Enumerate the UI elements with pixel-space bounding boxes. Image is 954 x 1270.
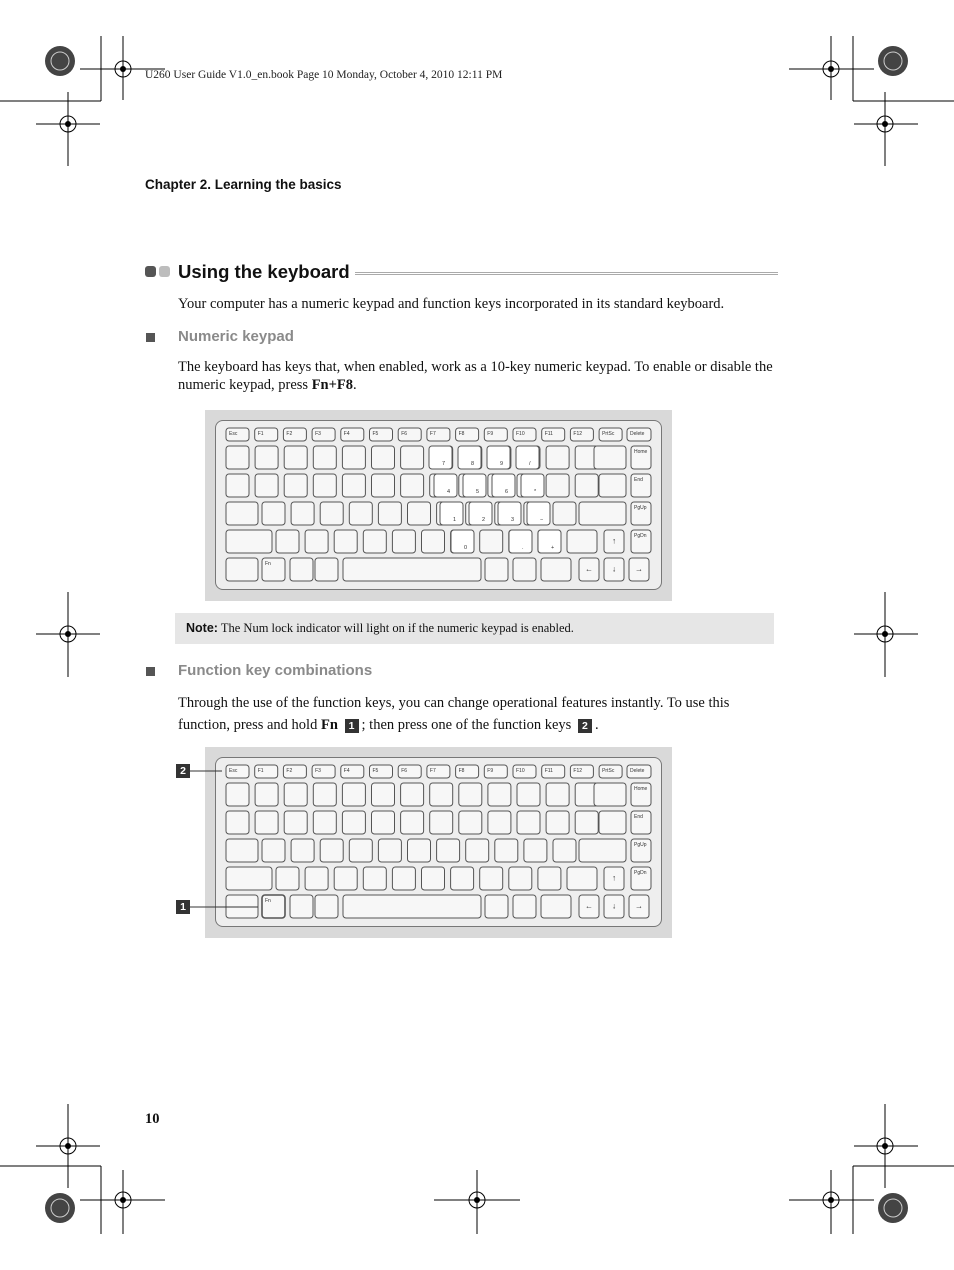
keyboard-key <box>392 530 415 553</box>
keyboard-key <box>315 558 338 581</box>
keyboard-key <box>487 446 510 469</box>
keyboard-key-label: F10 <box>516 431 525 437</box>
keyboard-key <box>320 502 343 525</box>
keyboard-key-label: F10 <box>516 768 525 774</box>
function-keys-heading: Function key combinations <box>178 662 373 679</box>
keyboard-key <box>276 867 299 890</box>
keyboard-key <box>509 867 532 890</box>
keyboard-key-label: F2 <box>286 768 293 774</box>
keyboard-key <box>255 811 278 834</box>
keyboard-key <box>495 839 518 862</box>
keyboard-key-label: PgUp <box>634 842 647 848</box>
keyboard-key-label: ↓ <box>612 901 616 911</box>
keyboard-key-label: End <box>634 477 643 483</box>
keyboard-key-label: F8 <box>458 768 465 774</box>
keyboard-key-label: PgDn <box>634 533 647 539</box>
keypad-number-label: . <box>522 545 524 551</box>
keyboard-key <box>342 783 365 806</box>
keyboard-key <box>466 839 489 862</box>
keyboard-key-label: F7 <box>429 768 436 774</box>
keyboard-key-label: Home <box>634 449 648 455</box>
callout-2-badge: 2 <box>578 719 592 733</box>
keyboard-key <box>320 839 343 862</box>
keyboard-keys-svg <box>205 747 672 938</box>
keyboard-key <box>480 530 503 553</box>
keyboard-key <box>567 530 597 553</box>
keyboard-key <box>363 867 386 890</box>
keyboard-key <box>458 446 481 469</box>
keypad-number-label: * <box>534 489 537 495</box>
keyboard-key <box>579 502 626 525</box>
function-keys-text-mid: ; then press one of the function keys <box>361 717 572 733</box>
keyboard-key-label: ← <box>585 901 593 911</box>
keyboard-key-label: F6 <box>401 768 408 774</box>
keyboard-key <box>524 839 547 862</box>
keyboard-key <box>567 867 597 890</box>
keyboard-keys-svg <box>205 410 672 601</box>
keyboard-key <box>575 474 598 497</box>
keyboard-key <box>255 474 278 497</box>
keyboard-key <box>451 530 474 553</box>
keyboard-key <box>372 446 395 469</box>
keyboard-key <box>546 783 569 806</box>
keyboard-key <box>262 502 285 525</box>
keypad-number-label: − <box>540 517 544 523</box>
function-keys-line1: Through the use of the function keys, you can change operational features instantly. To use this <box>178 695 730 711</box>
keyboard-key-label: Fn <box>265 898 271 904</box>
keyboard-key <box>378 502 401 525</box>
keyboard-key <box>422 530 445 553</box>
keyboard-key <box>459 811 482 834</box>
keypad-number-label: 5 <box>476 489 480 495</box>
keypad-number-label: 6 <box>505 489 509 495</box>
keyboard-key-label: F4 <box>343 768 350 774</box>
function-keys-body <box>178 692 729 736</box>
keyboard-key <box>463 474 486 497</box>
keyboard-key <box>315 895 338 918</box>
keyboard-key <box>579 839 626 862</box>
keyboard-key-label: F6 <box>401 431 408 437</box>
keyboard-key <box>255 446 278 469</box>
keyboard-key <box>422 867 445 890</box>
keyboard-key <box>284 474 307 497</box>
keyboard-key <box>401 474 424 497</box>
keyboard-key <box>513 558 536 581</box>
keyboard-key <box>521 474 544 497</box>
keyboard-key <box>488 783 511 806</box>
keyboard-key-label: F11 <box>544 431 553 437</box>
keyboard-key <box>553 502 576 525</box>
keypad-number-label: + <box>551 545 555 551</box>
keyboard-key <box>488 811 511 834</box>
keyboard-key-label: F3 <box>315 768 321 774</box>
callout-2-marker: 2 <box>176 764 190 778</box>
keyboard-key <box>313 474 336 497</box>
keyboard-key-label: Delete <box>630 431 645 437</box>
keyboard-key-label: Delete <box>630 768 645 774</box>
keyboard-key-label: F3 <box>315 431 321 437</box>
keyboard-key <box>599 811 626 834</box>
keyboard-key <box>434 474 457 497</box>
keyboard-key <box>594 783 626 806</box>
section-bullets-icon <box>145 266 173 284</box>
note-body: The Num lock indicator will light on if the numeric keypad is enabled. <box>220 621 574 635</box>
keyboard-key <box>599 474 626 497</box>
numeric-keypad-heading: Numeric keypad <box>178 328 294 345</box>
keyboard-key <box>392 867 415 890</box>
keypad-number-label: 9 <box>500 461 504 467</box>
callout-1-badge: 1 <box>345 719 359 733</box>
keyboard-key <box>372 474 395 497</box>
callout-1-marker: 1 <box>176 900 190 914</box>
keyboard-key-label: F1 <box>257 431 264 437</box>
keyboard-key <box>378 839 401 862</box>
keyboard-key-label: PgUp <box>634 505 647 511</box>
keyboard-key <box>343 895 481 918</box>
print-header-line: U260 User Guide V1.0_en.book Page 10 Monday, October 4, 2010 12:11 PM <box>145 69 503 81</box>
keyboard-key <box>459 783 482 806</box>
keyboard-key <box>492 474 515 497</box>
keyboard-key-label: F9 <box>487 768 494 774</box>
keyboard-key <box>342 811 365 834</box>
keyboard-key <box>313 811 336 834</box>
keypad-number-label: 1 <box>453 517 457 523</box>
keyboard-key-label: → <box>635 901 643 911</box>
keyboard-key <box>291 502 314 525</box>
keyboard-key <box>226 530 272 553</box>
keyboard-key <box>305 867 328 890</box>
keyboard-key <box>408 839 431 862</box>
keyboard-key-label: End <box>634 814 643 820</box>
keyboard-key <box>226 895 258 918</box>
keyboard-key-label: ↑ <box>612 536 616 546</box>
keyboard-key <box>226 502 258 525</box>
keyboard-key <box>485 558 508 581</box>
keyboard-key <box>546 446 569 469</box>
keyboard-key <box>485 895 508 918</box>
keyboard-key <box>262 839 285 862</box>
keyboard-key <box>440 502 463 525</box>
keyboard-key-label: Fn <box>265 561 271 567</box>
keyboard-key-label: ← <box>585 564 593 574</box>
keyboard-key <box>517 811 540 834</box>
keyboard-key <box>334 530 357 553</box>
keyboard-key-label: Esc <box>229 768 238 774</box>
keypad-number-label: / <box>529 461 531 467</box>
keyboard-key <box>284 783 307 806</box>
keyboard-key <box>546 474 569 497</box>
keyboard-key-label: ↓ <box>612 564 616 574</box>
numeric-keypad-period: . <box>352 377 357 393</box>
keyboard-key <box>313 446 336 469</box>
keyboard-key <box>363 530 386 553</box>
keyboard-key <box>284 811 307 834</box>
keyboard-key <box>594 446 626 469</box>
keypad-number-label: 4 <box>447 489 451 495</box>
keyboard-key <box>575 811 598 834</box>
keyboard-key <box>401 446 424 469</box>
keyboard-key-label: PrtSc <box>602 431 615 437</box>
keyboard-key-label: PgDn <box>634 870 647 876</box>
keyboard-key <box>538 530 561 553</box>
keyboard-key <box>226 839 258 862</box>
keyboard-key <box>513 895 536 918</box>
keyboard-key-label: F12 <box>573 768 583 774</box>
keyboard-key <box>430 811 453 834</box>
keyboard-key <box>343 558 481 581</box>
keyboard-key-label: F11 <box>544 768 553 774</box>
keyboard-key-label: F7 <box>429 431 436 437</box>
keyboard-key <box>342 446 365 469</box>
keyboard-key <box>517 783 540 806</box>
keyboard-key-label: Home <box>634 786 648 792</box>
page-number: 10 <box>145 1111 160 1127</box>
square-bullet-icon <box>146 667 155 676</box>
keyboard-key <box>291 839 314 862</box>
keyboard-key <box>226 446 249 469</box>
keyboard-key-label: F8 <box>458 431 465 437</box>
keyboard-key-label: F1 <box>257 768 264 774</box>
section-intro: Your computer has a numeric keypad and function keys incorporated in its standard keyboard. <box>178 296 725 312</box>
note-label: Note: <box>186 621 218 635</box>
keyboard-key <box>284 446 307 469</box>
keyboard-key-label: → <box>635 564 643 574</box>
keypad-number-label: 0 <box>464 545 468 551</box>
numeric-keypad-body <box>178 358 778 394</box>
keyboard-key <box>313 783 336 806</box>
keypad-number-label: 8 <box>471 461 475 467</box>
keyboard-key <box>480 867 503 890</box>
chapter-title: Chapter 2. Learning the basics <box>145 177 342 192</box>
keyboard-keypad-figure <box>205 410 672 601</box>
keyboard-key-label: F5 <box>372 768 379 774</box>
function-keys-text: function, press and hold <box>178 717 321 733</box>
function-keys-period: . <box>594 717 599 733</box>
keyboard-key <box>226 783 249 806</box>
keypad-number-label: 7 <box>442 461 446 467</box>
keyboard-key <box>498 502 521 525</box>
keyboard-key <box>290 558 313 581</box>
square-bullet-icon <box>146 333 155 342</box>
keyboard-key <box>541 895 571 918</box>
keyboard-key-label: PrtSc <box>602 768 615 774</box>
keyboard-key <box>429 446 452 469</box>
keyboard-key-label: F5 <box>372 431 379 437</box>
keyboard-key <box>372 811 395 834</box>
keyboard-key <box>276 530 299 553</box>
keyboard-key <box>226 867 272 890</box>
keyboard-key <box>546 811 569 834</box>
keyboard-key <box>349 502 372 525</box>
keyboard-key <box>226 474 249 497</box>
keyboard-key-label: Esc <box>229 431 238 437</box>
keyboard-key <box>553 839 576 862</box>
keyboard-key <box>401 811 424 834</box>
keyboard-key-label: ↑ <box>612 873 616 883</box>
keyboard-key <box>509 530 532 553</box>
keyboard-key <box>290 895 313 918</box>
keyboard-key <box>516 446 539 469</box>
keyboard-key <box>469 502 492 525</box>
section-rule <box>355 272 778 275</box>
fn-key-label: Fn <box>320 717 338 733</box>
keyboard-key <box>372 783 395 806</box>
keyboard-key <box>430 783 453 806</box>
keypad-number-label: 2 <box>482 517 486 523</box>
keyboard-key <box>349 839 372 862</box>
keypad-number-label: 3 <box>511 517 515 523</box>
keyboard-key <box>437 839 460 862</box>
numeric-keypad-text: The keyboard has keys that, when enabled, work as a 10-key numeric keypad. To enable or disable the numeric keypad, press <box>178 359 773 393</box>
keyboard-key-label: F2 <box>286 431 293 437</box>
keyboard-key-label: F9 <box>487 431 494 437</box>
keyboard-key <box>334 867 357 890</box>
keyboard-key <box>342 474 365 497</box>
note-text <box>186 621 574 636</box>
numeric-keypad-shortcut: Fn+F8 <box>311 377 353 393</box>
section-title: Using the keyboard <box>178 261 350 282</box>
keyboard-key <box>527 502 550 525</box>
keyboard-function-figure <box>205 747 672 938</box>
keyboard-key <box>538 867 561 890</box>
keyboard-key-label: F4 <box>343 431 350 437</box>
keyboard-key <box>541 558 571 581</box>
keyboard-key <box>255 783 278 806</box>
keyboard-key <box>401 783 424 806</box>
keyboard-key <box>408 502 431 525</box>
keyboard-key <box>451 867 474 890</box>
keyboard-key <box>226 558 258 581</box>
keyboard-key-label: F12 <box>573 431 583 437</box>
keyboard-key <box>305 530 328 553</box>
keyboard-key <box>226 811 249 834</box>
